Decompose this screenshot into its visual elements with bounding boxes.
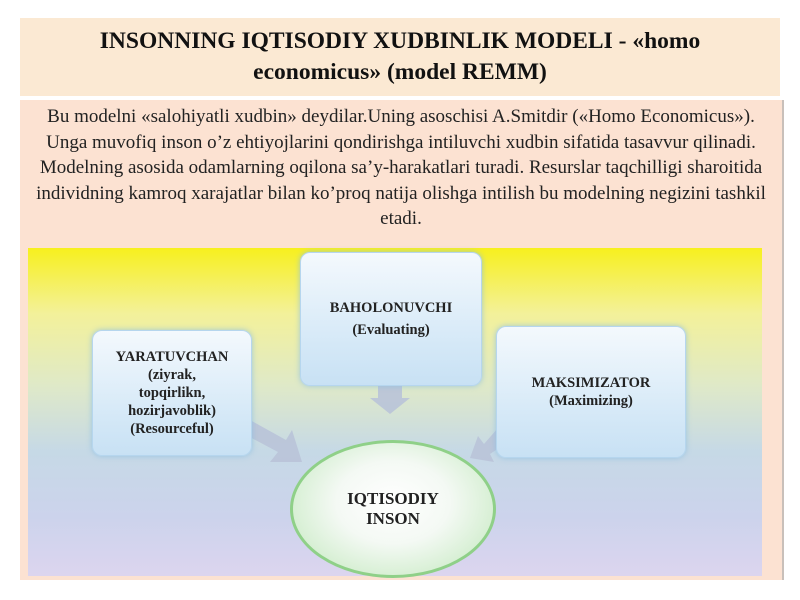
resourceful-box [92, 330, 252, 456]
maximizing-sub: (Maximizing) [549, 393, 633, 409]
evaluating-sub: (Evaluating) [352, 322, 430, 338]
arrow-top-to-center [370, 386, 410, 414]
center-line-1: IQTISODIY [347, 489, 439, 508]
resourceful-line-2: (ziyrak, [148, 367, 196, 383]
resourceful-line-3: topqirlikn, [138, 385, 206, 401]
resourceful-line-5: (Resourceful) [130, 421, 214, 437]
resourceful-line-4: hozirjavoblik) [128, 403, 216, 419]
title-line-1: INSONNING IQTISODIY XUDBINLIK MODELI - «homo [99, 28, 701, 54]
description-paragraph: Bu modelni «salohiyatli xudbin» deydilar.Uning asoschisi A.Smitdir («Homo Economicus»). Unga muvofiq inson o’z ehtiyojlarini qondirishga intiluvchi xudbin sifatida tasavvur qilinadi. Modelning asosida odamlarning oqilona sa’y-harakatlari turadi. Resurslar taqchilligi sharoitida individning kamroq xarajatlar bilan ko’proq natija olishga intilish bu modelning negizini tashkil etadi. [36, 106, 766, 229]
economic-human-circle [290, 440, 496, 578]
maximizing-label: MAKSIMIZATOR [531, 375, 651, 391]
evaluating-box [300, 252, 482, 386]
arrow-left-to-center [244, 420, 302, 462]
evaluating-label: BAHOLONUVCHI [329, 300, 453, 316]
center-line-2: INSON [366, 509, 420, 528]
resourceful-label: YARATUVCHAN [115, 349, 229, 365]
title-line-2: economicus» (model REMM) [253, 59, 547, 85]
maximizing-box [496, 326, 686, 458]
